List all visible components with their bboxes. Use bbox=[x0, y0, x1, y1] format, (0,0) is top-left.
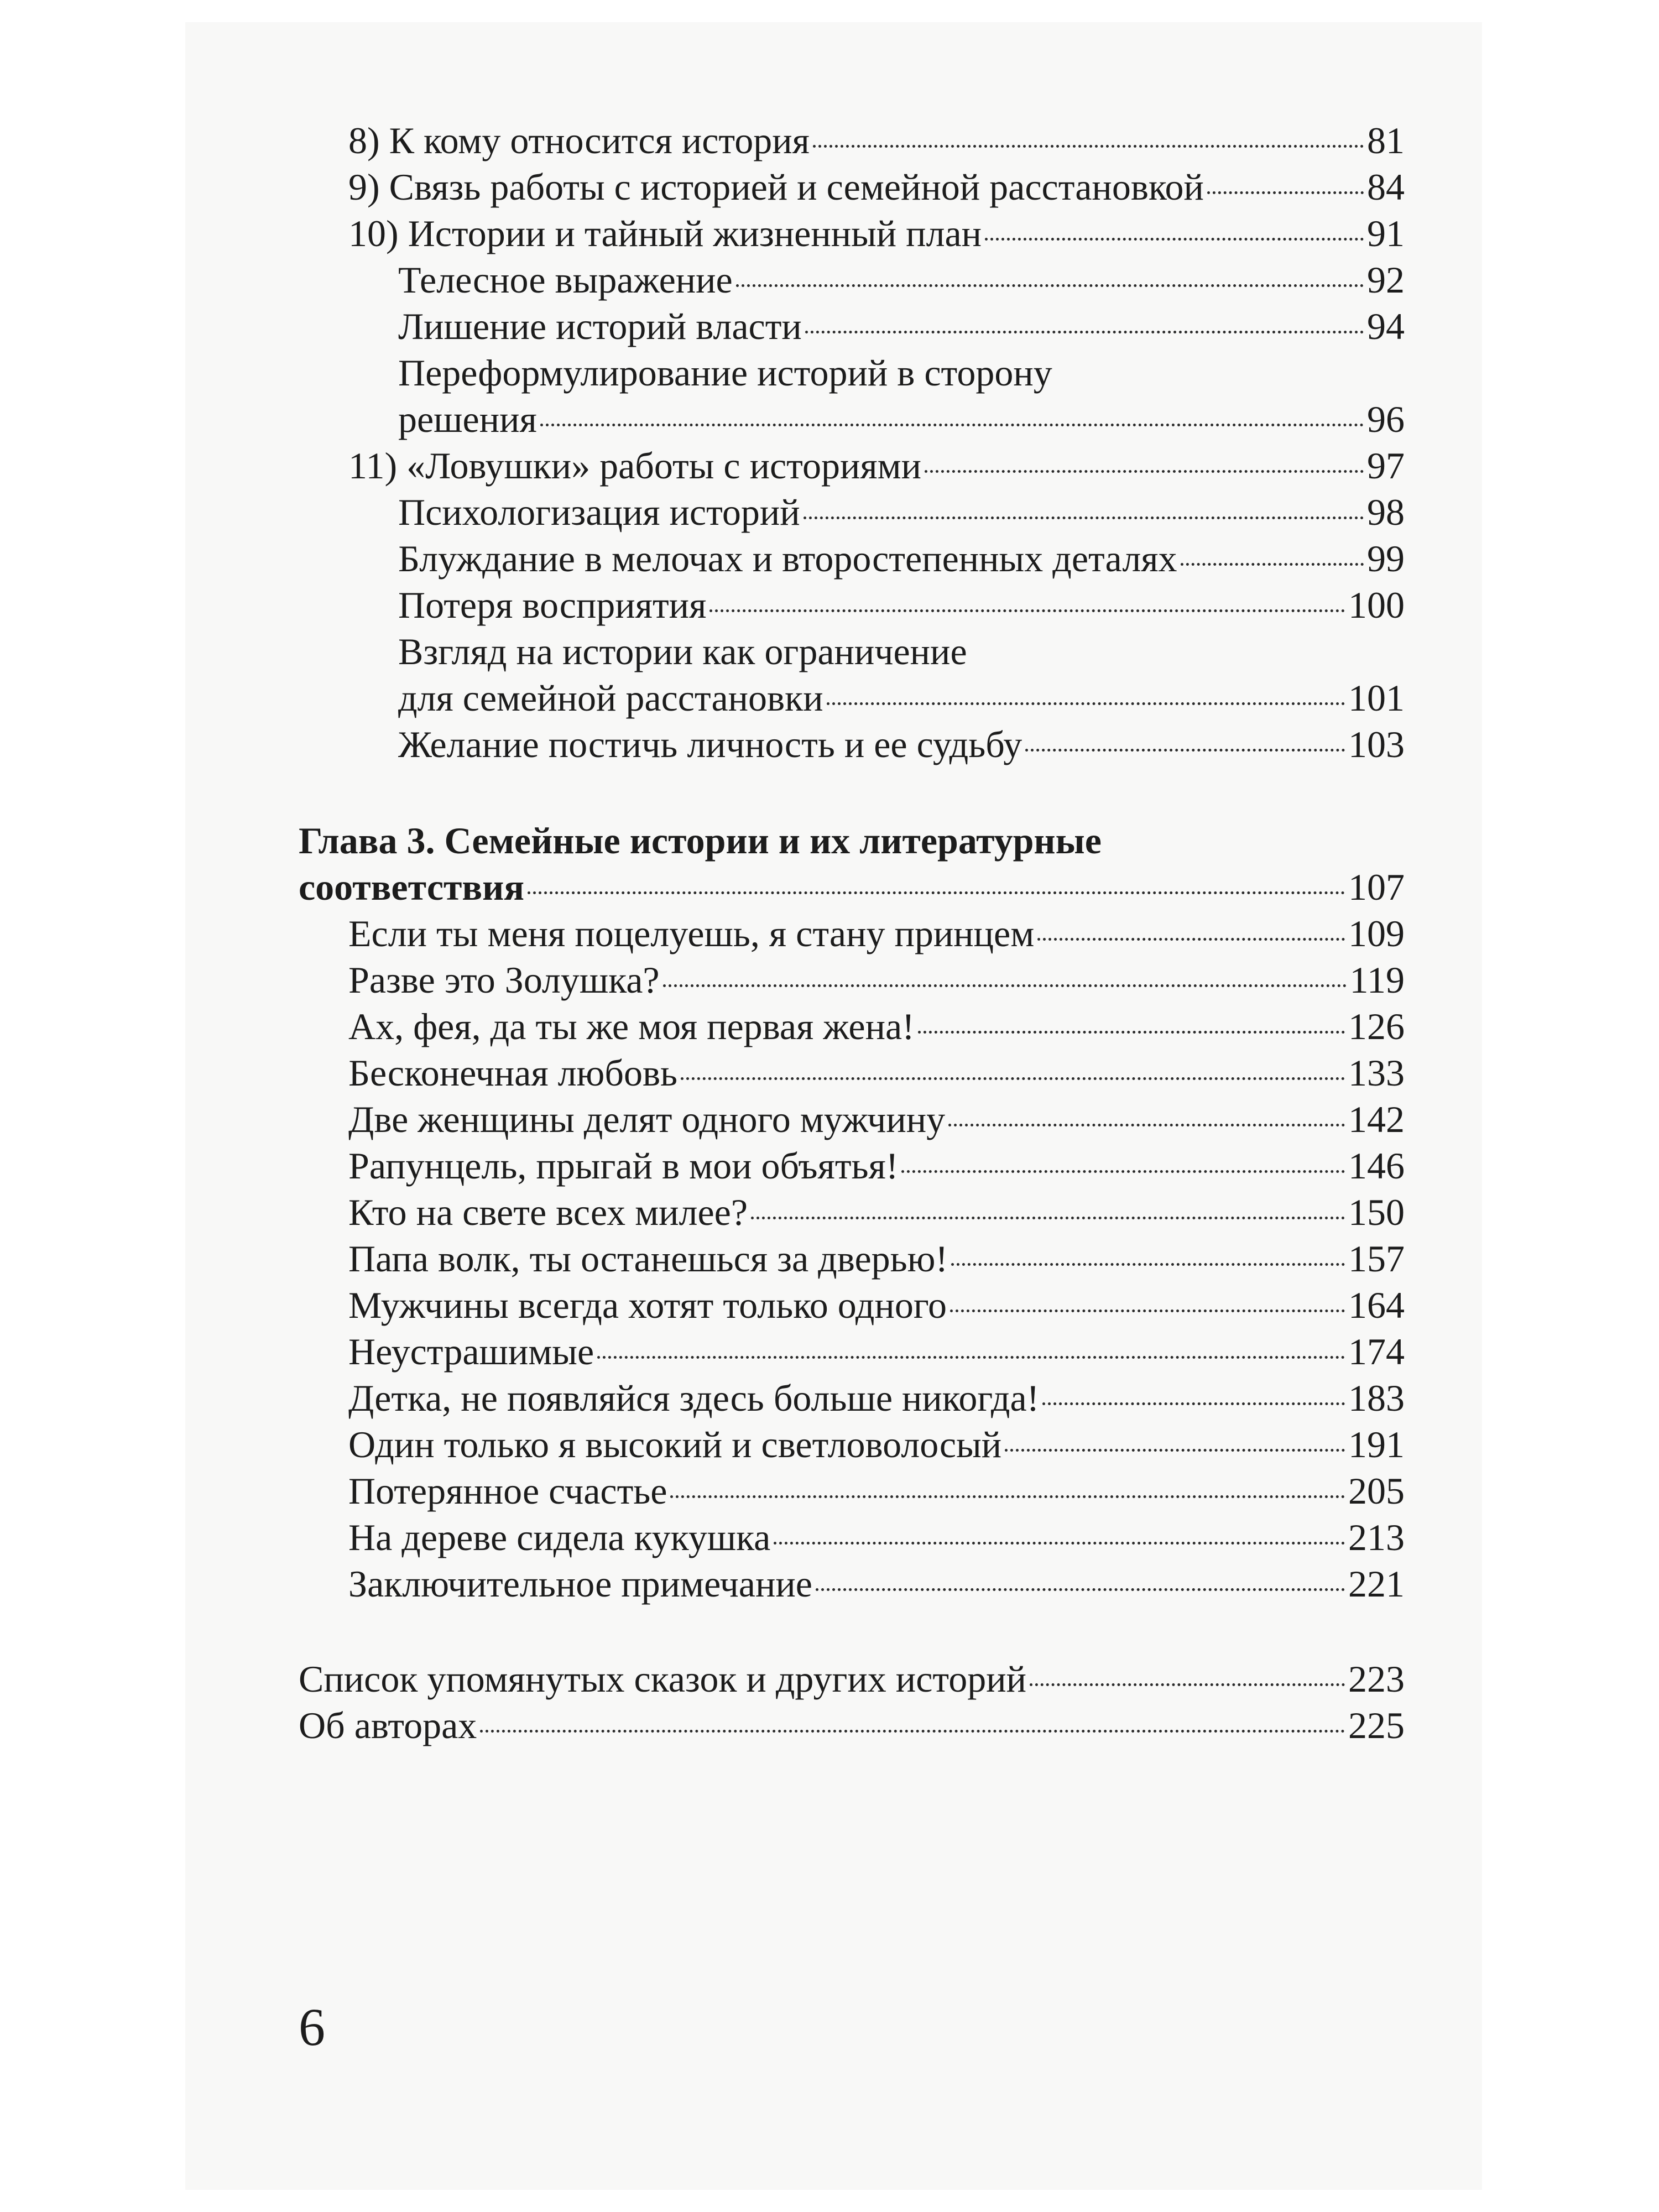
toc-entry bbox=[299, 1189, 1405, 1235]
dot-leader bbox=[751, 1217, 1345, 1219]
toc-entry-title: Потерянное счастье bbox=[348, 1470, 667, 1512]
toc-entry-page: 191 bbox=[1348, 1423, 1405, 1465]
toc-section-mid bbox=[299, 442, 1405, 628]
toc-entry-page: 98 bbox=[1367, 491, 1405, 533]
toc-entry bbox=[299, 1282, 1405, 1328]
dot-leader bbox=[827, 702, 1345, 705]
dot-leader bbox=[805, 331, 1364, 333]
toc-entry-page: 100 bbox=[1348, 584, 1405, 626]
dot-leader bbox=[804, 517, 1364, 519]
dot-leader bbox=[1025, 749, 1345, 752]
toc-entry-page: 81 bbox=[1367, 119, 1405, 161]
toc-entry-title: Две женщины делят одного мужчину bbox=[348, 1098, 946, 1140]
dot-leader bbox=[774, 1542, 1345, 1545]
toc-entry-title: Детка, не появляйся здесь больше никогда! bbox=[348, 1377, 1040, 1419]
toc-entry-page: 205 bbox=[1348, 1470, 1405, 1512]
toc-entry bbox=[299, 1142, 1405, 1189]
toc-entry-page: 146 bbox=[1348, 1145, 1405, 1187]
dot-leader bbox=[950, 1310, 1345, 1312]
toc-entry-multiline bbox=[299, 349, 1405, 396]
toc-entry-page: 92 bbox=[1367, 259, 1405, 301]
dot-leader bbox=[1005, 1449, 1345, 1452]
dot-leader bbox=[985, 238, 1364, 241]
chapter-title-line2: соответствия bbox=[299, 866, 525, 908]
toc-section-chapter3 bbox=[299, 910, 1405, 1607]
dot-leader bbox=[480, 1730, 1345, 1733]
toc-entry bbox=[299, 117, 1405, 164]
toc-section-end bbox=[299, 1656, 1405, 1749]
dot-leader bbox=[951, 1263, 1345, 1266]
toc-entry-page: 94 bbox=[1367, 305, 1405, 347]
toc-entry-page: 126 bbox=[1348, 1005, 1405, 1047]
toc-entry-multiline bbox=[299, 628, 1405, 675]
toc-entry bbox=[299, 1235, 1405, 1282]
toc-entry-title: Рапунцель, прыгай в мои объятья! bbox=[348, 1145, 899, 1187]
dot-leader bbox=[670, 1495, 1345, 1498]
toc-entry-page: 164 bbox=[1348, 1284, 1405, 1326]
dot-leader bbox=[948, 1124, 1345, 1126]
section-gap bbox=[299, 768, 1405, 817]
toc-entry bbox=[299, 1656, 1405, 1702]
dot-leader bbox=[1042, 1402, 1345, 1405]
toc-entry-title: Список упомянутых сказок и других историй bbox=[299, 1658, 1026, 1700]
toc-entry-title: 9) Связь работы с историей и семейной расстановкой bbox=[348, 166, 1204, 208]
toc-section-top bbox=[299, 117, 1405, 349]
toc-entry-page: 157 bbox=[1348, 1238, 1405, 1280]
toc-entry-title-line2: для семейной расстановки bbox=[398, 677, 823, 719]
toc-entry bbox=[299, 210, 1405, 257]
dot-leader bbox=[540, 424, 1364, 426]
toc-entry-title: Лишение историй власти bbox=[398, 305, 802, 347]
dot-leader bbox=[681, 1077, 1345, 1080]
toc-entry-page: 223 bbox=[1348, 1658, 1405, 1700]
toc-entry bbox=[299, 675, 1405, 721]
dot-leader bbox=[1030, 1683, 1345, 1686]
toc-entry-page: 91 bbox=[1367, 212, 1405, 254]
toc-entry-title: Ах, фея, да ты же моя первая жена! bbox=[348, 1005, 915, 1047]
page-number: 6 bbox=[299, 1997, 325, 2057]
toc-entry-page: 103 bbox=[1348, 723, 1405, 765]
toc-entry-title: Телесное выражение bbox=[398, 259, 733, 301]
toc-entry bbox=[299, 582, 1405, 628]
toc-entry-page: 96 bbox=[1367, 398, 1405, 440]
toc-entry bbox=[299, 1003, 1405, 1050]
toc-entry bbox=[299, 1702, 1405, 1749]
toc-entry-title: Мужчины всегда хотят только одного bbox=[348, 1284, 947, 1326]
toc-entry-title: Психологизация историй bbox=[398, 491, 800, 533]
table-of-contents bbox=[299, 117, 1405, 1749]
toc-entry-page: 221 bbox=[1348, 1563, 1405, 1605]
toc-entry-title: Один только я высокий и светловолосый bbox=[348, 1423, 1002, 1465]
toc-entry bbox=[299, 1421, 1405, 1468]
toc-entry-title: Неустрашимые bbox=[348, 1331, 594, 1373]
toc-entry bbox=[299, 957, 1405, 1003]
toc-entry-page: 119 bbox=[1349, 959, 1405, 1001]
toc-entry-title: Об авторах bbox=[299, 1704, 477, 1746]
dot-leader bbox=[1037, 938, 1345, 941]
toc-entry bbox=[299, 1050, 1405, 1096]
toc-entry-title-line1: Переформулирование историй в сторону bbox=[398, 352, 1052, 394]
toc-entry bbox=[299, 1328, 1405, 1375]
toc-entry-title: Если ты меня поцелуешь, я стану принцем bbox=[348, 912, 1035, 954]
chapter-heading bbox=[299, 817, 1405, 864]
toc-entry-page: 225 bbox=[1348, 1704, 1405, 1746]
toc-entry-title: Потеря восприятия bbox=[398, 584, 707, 626]
toc-entry bbox=[299, 1375, 1405, 1421]
toc-entry-page: 142 bbox=[1348, 1098, 1405, 1140]
toc-entry-page: 107 bbox=[1348, 866, 1405, 908]
toc-entry bbox=[299, 1096, 1405, 1142]
toc-entry-page: 150 bbox=[1348, 1191, 1405, 1233]
dot-leader bbox=[925, 470, 1364, 473]
toc-entry bbox=[299, 257, 1405, 303]
dot-leader bbox=[1181, 563, 1364, 566]
toc-entry-title: Папа волк, ты останешься за дверью! bbox=[348, 1238, 948, 1280]
toc-entry-title: На дереве сидела кукушка bbox=[348, 1516, 771, 1558]
toc-entry-title: 11) «Ловушки» работы с историями bbox=[348, 445, 922, 487]
dot-leader bbox=[813, 145, 1364, 148]
chapter-heading-entry bbox=[299, 864, 1405, 910]
toc-entry-page: 174 bbox=[1348, 1331, 1405, 1373]
dot-leader bbox=[528, 891, 1345, 894]
toc-entry-title: Желание постичь личность и ее судьбу bbox=[398, 723, 1022, 765]
toc-entry bbox=[299, 1561, 1405, 1607]
dot-leader bbox=[736, 284, 1364, 287]
toc-entry bbox=[299, 164, 1405, 210]
chapter-title-line1: Глава 3. Семейные истории и их литературные bbox=[299, 820, 1102, 862]
toc-entry-page: 133 bbox=[1348, 1052, 1405, 1094]
toc-entry-title-line1: Взгляд на истории как ограничение bbox=[398, 630, 967, 672]
toc-entry bbox=[299, 303, 1405, 349]
dot-leader bbox=[597, 1356, 1345, 1359]
toc-entry bbox=[299, 1468, 1405, 1514]
toc-entry bbox=[299, 910, 1405, 957]
toc-entry-page: 97 bbox=[1367, 445, 1405, 487]
section-gap bbox=[299, 1607, 1405, 1656]
toc-entry-page: 109 bbox=[1348, 912, 1405, 954]
toc-entry-title: Блуждание в мелочах и второстепенных деталях bbox=[398, 538, 1177, 580]
toc-entry-page: 183 bbox=[1348, 1377, 1405, 1419]
toc-entry bbox=[299, 721, 1405, 768]
toc-entry-title: 8) К кому относится история bbox=[348, 119, 810, 161]
toc-entry bbox=[299, 442, 1405, 489]
toc-entry-page: 213 bbox=[1348, 1516, 1405, 1558]
toc-entry-page: 99 bbox=[1367, 538, 1405, 580]
toc-entry-page: 84 bbox=[1367, 166, 1405, 208]
toc-entry bbox=[299, 396, 1405, 442]
toc-entry-title: Бесконечная любовь bbox=[348, 1052, 678, 1094]
dot-leader bbox=[709, 609, 1345, 612]
toc-entry-page: 101 bbox=[1348, 677, 1405, 719]
toc-entry-title: Заключительное примечание bbox=[348, 1563, 812, 1605]
toc-entry bbox=[299, 535, 1405, 582]
dot-leader bbox=[1207, 191, 1364, 194]
dot-leader bbox=[918, 1031, 1345, 1034]
toc-entry-title: Кто на свете всех милее? bbox=[348, 1191, 748, 1233]
toc-entry-title: 10) Истории и тайный жизненный план bbox=[348, 212, 982, 254]
toc-entry-title-line2: решения bbox=[398, 398, 537, 440]
dot-leader bbox=[663, 984, 1347, 987]
dot-leader bbox=[816, 1588, 1345, 1591]
toc-entry bbox=[299, 1514, 1405, 1561]
dot-leader bbox=[901, 1170, 1345, 1173]
toc-entry bbox=[299, 489, 1405, 535]
toc-entry-title: Разве это Золушка? bbox=[348, 959, 660, 1001]
